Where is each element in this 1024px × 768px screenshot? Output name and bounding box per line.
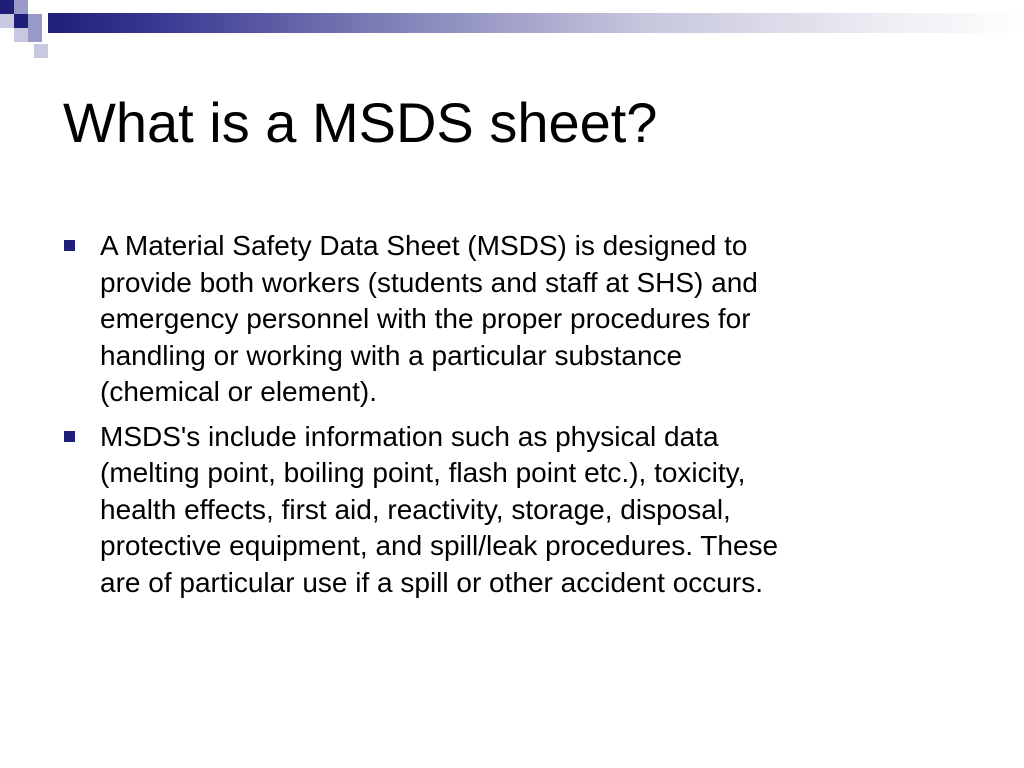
decor-square-icon	[0, 0, 14, 14]
bullet-line: (chemical or element).	[100, 376, 377, 407]
bullet-line: handling or working with a particular substance	[100, 339, 683, 371]
bullet-line: are of particular use if a spill or other accident occurs.	[100, 566, 763, 598]
bullet-line: protective equipment, and spill/leak procedures. These	[100, 530, 779, 561]
bullet-line: (melting point, boiling point, flash point etc.), toxicity,	[100, 457, 746, 488]
square-bullet-icon	[64, 431, 75, 442]
bullet-item	[63, 228, 943, 411]
decor-square-icon	[28, 28, 42, 42]
decor-square-icon	[14, 0, 28, 14]
bullet-line: A Material Safety Data Sheet (MSDS) is designed to	[100, 230, 748, 261]
decor-square-icon	[28, 14, 42, 28]
slide-title: What is a MSDS sheet?	[63, 91, 658, 154]
header-decoration	[0, 0, 1024, 60]
bullet-line: health effects, first aid, reactivity, storage, disposal,	[100, 493, 731, 525]
bullet-line: emergency personnel with the proper procedures for	[100, 303, 751, 334]
bullet-line: provide both workers (students and staff at SHS) and	[100, 266, 758, 298]
bullet-line: MSDS's include information such as physical data	[100, 420, 719, 452]
header-gradient-bar	[48, 13, 1024, 33]
decor-square-icon	[14, 14, 28, 28]
bullet-list	[63, 228, 943, 609]
square-bullet-icon	[64, 240, 75, 251]
decor-square-icon	[0, 14, 14, 28]
decor-square-icon	[14, 28, 28, 42]
bullet-item	[63, 419, 943, 602]
decor-square-icon	[34, 44, 48, 58]
